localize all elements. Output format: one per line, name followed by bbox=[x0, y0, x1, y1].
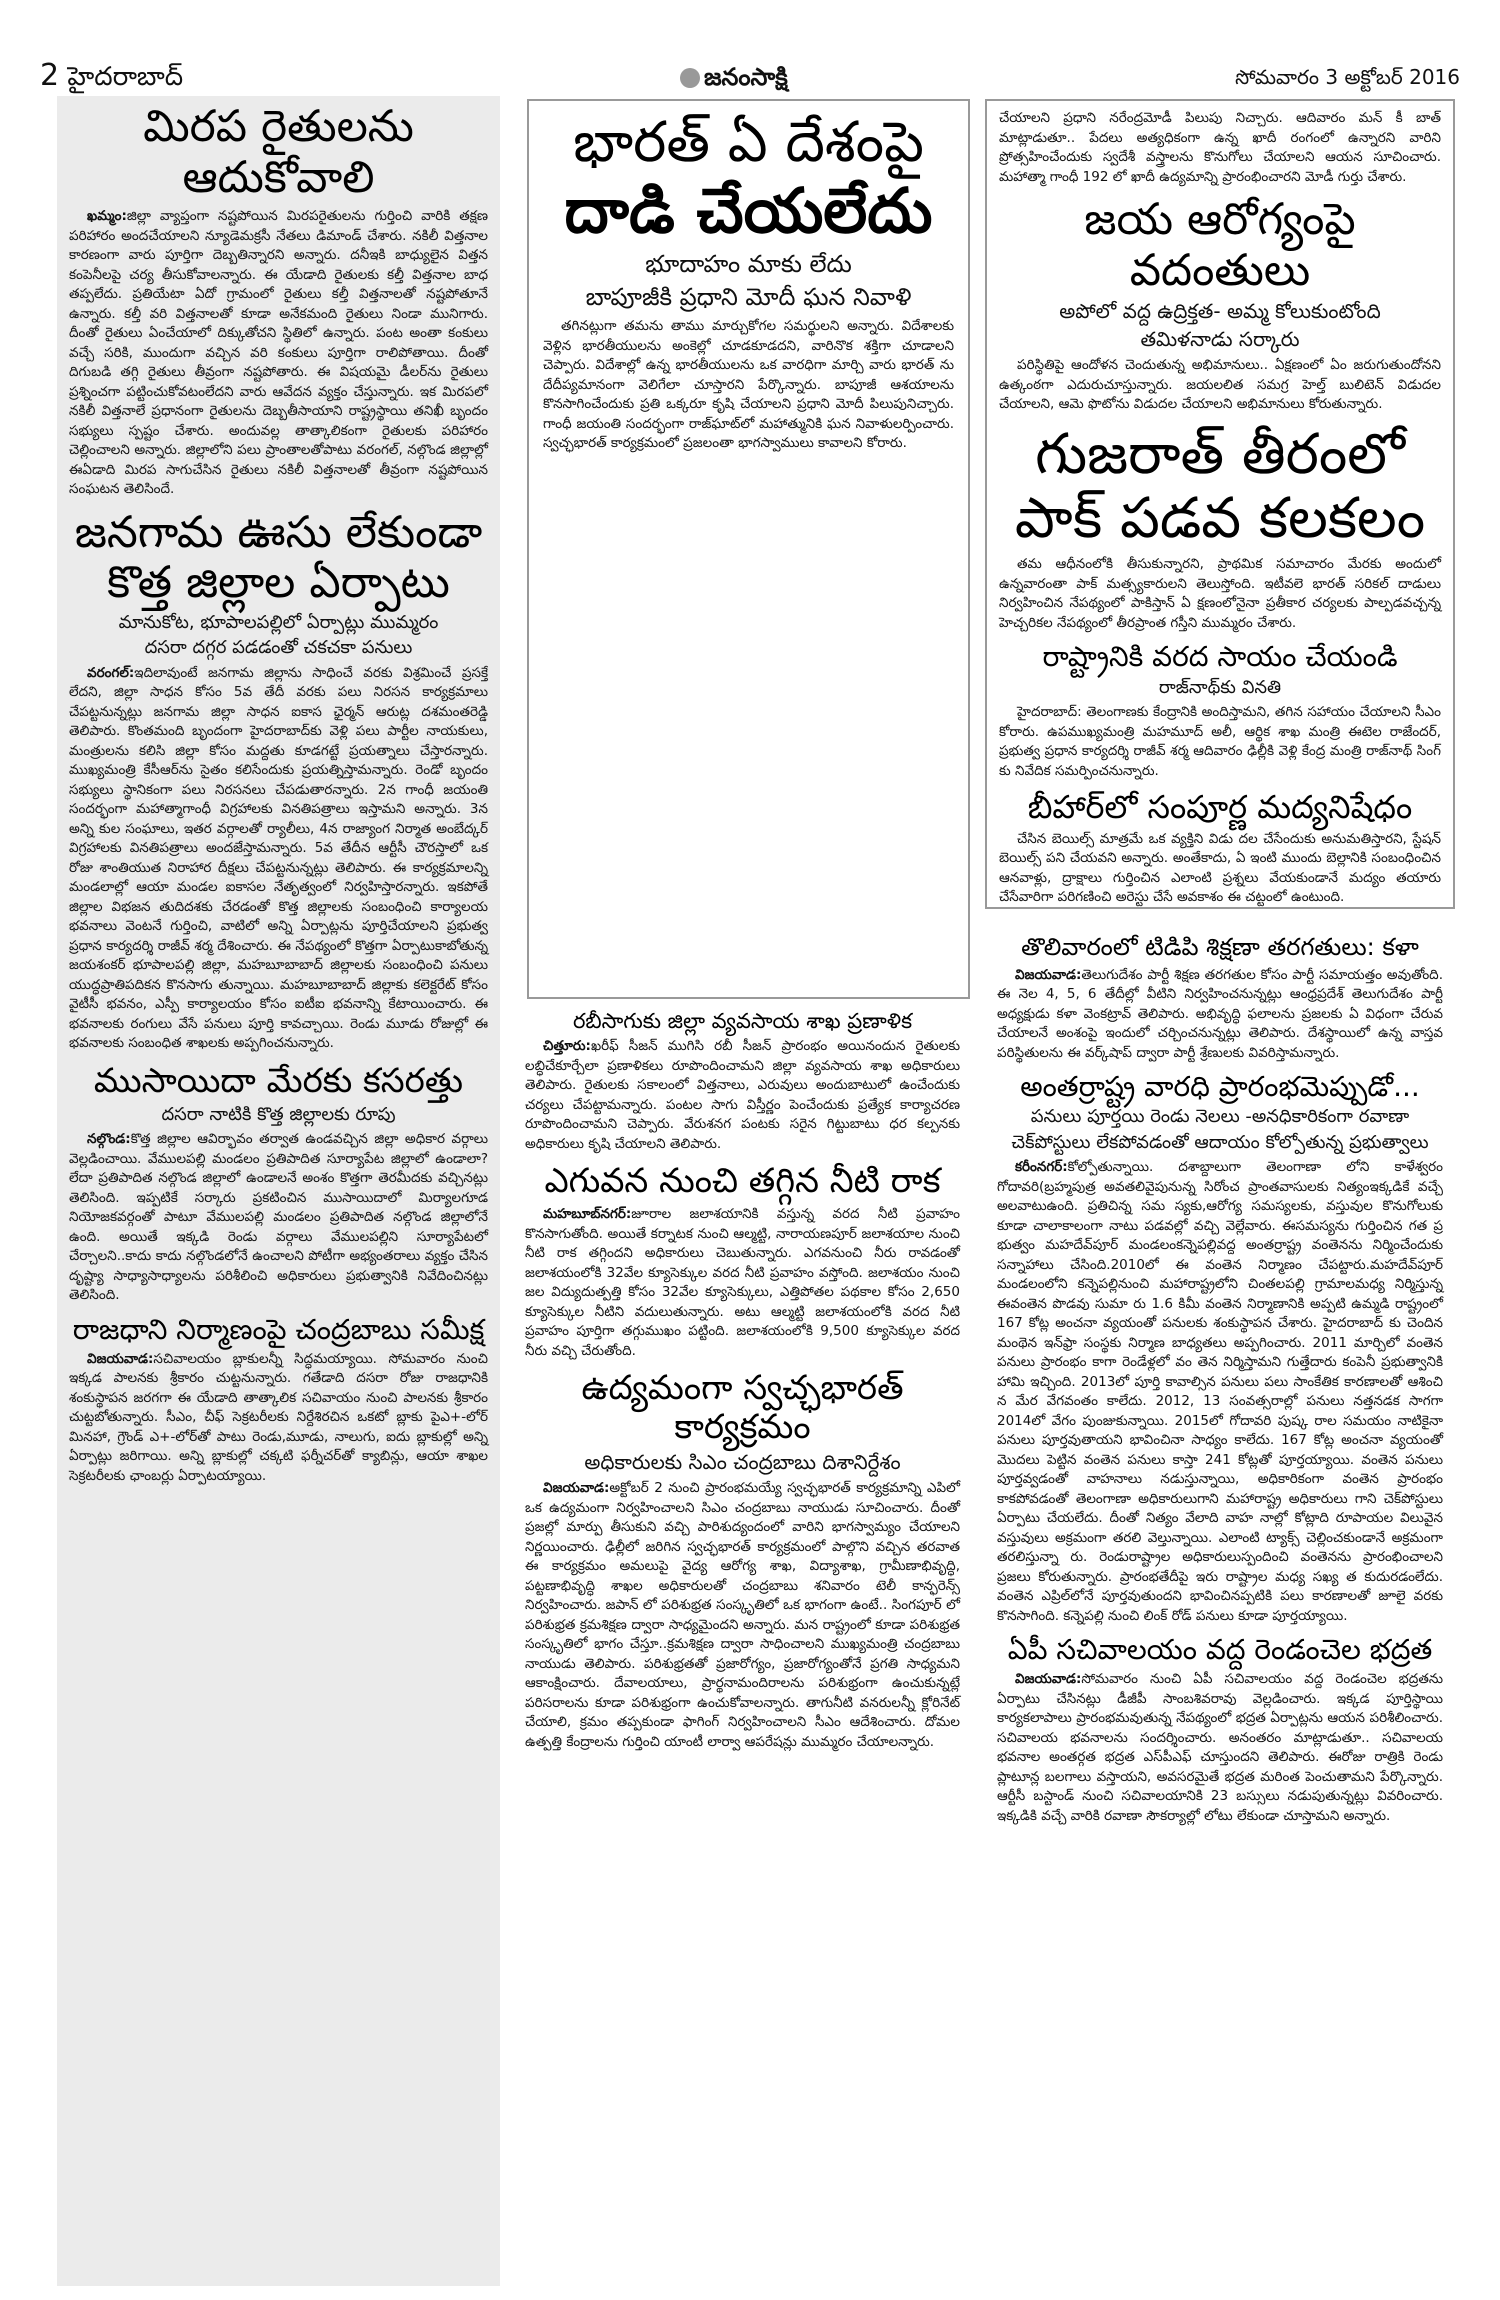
headline: ఉద్యమంగా స్వచ్ఛభారత్ కార్యక్రమం bbox=[581, 1368, 904, 1448]
dateline: ఖమ్మం: bbox=[87, 208, 127, 225]
dateline: విజయవాడ: bbox=[543, 1480, 610, 1497]
article-swachh-bharat bbox=[525, 1369, 960, 1752]
article-draft-districts bbox=[69, 1062, 488, 1306]
dateline: నల్గొండ: bbox=[87, 1131, 131, 1148]
paper-logo bbox=[680, 62, 788, 92]
headline: అంతర్రాష్ట్ర వారధి ప్రారంభమెప్పుడో... bbox=[1020, 1070, 1420, 1104]
article-chilli-farmers bbox=[69, 102, 488, 500]
article-body: తమ ఆధీనంలోకి తీసుకున్నారని, ప్రాథమిక సమాచారం మేరకు అందులో ఉన్నవారంతా పాక్ మత్స్యకారులని తెలుస్తోంది. ఇటీవలె భారత్ సరికల్ దాడులు నిర్వహించిన నేపథ్యంలో పాకిస్తాన్ ఏ క్షణంలోనైనా ప్రతీకార చర్యలకు పాల్పడవచ్చన్న హెచ్చరికల నేపథ్యంలో తీరప్రాంత గస్తీని ముమ్మరం చేశారు. bbox=[999, 556, 1441, 631]
subheadline: దసరా నాటికి కొత్త జిల్లాలకు రూపు bbox=[161, 1103, 396, 1125]
article-body: చిత్తూరు:ఖరీఫ్ సీజన్ ముగిసి రబీ సీజన్ ప్రారంభం అయినందున రైతులకు లబ్ధిచేకూర్చేలా ప్రణాళికలు రూపొందించామని జిల్లా వ్యవసాయ శాఖ అధికారులు తెలిపారు. రైతులకు సకాలంలో విత్తనాలు, ఎరువులు అందుబాటులో ఉంచేందుకు చర్యలు చేపట్టామన్నారు. పంటల సాగు విస్తీర్ణం పెంచేందుకు ప్రత్యేక కార్యాచరణ రూపొందించామని చెప్పారు. వేరుశనగ పంటకు సరైన గిట్టుబాటు ధర కల్పనకు అధికారులు కృషి చేయాలని తెలిపారు. bbox=[525, 1038, 960, 1152]
article-continuation: చేయాలని ప్రధాని నరేంద్రమోడీ పిలుపు నిచ్చారు. ఆదివారం మన్ కీ బాత్ మాట్లాడుతూ.. పేదలు అత్యధికంగా ఉన్న ఖాదీ రంగంలో ఉన్నారని వారిని ప్రోత్సహించేందుకు స్వదేశీ వస్త్రాలను కొనుగోలు చేయాలని ఆయన సూచించారు. మహాత్మా గాంధీ 192 లో ఖాదీ ఉద్యమాన్ని ప్రారంభించారని మోడీ గుర్తు చేశారు. bbox=[999, 110, 1441, 185]
article-body: హైదరాబాద్: తెలంగాణకు కేంద్రానికి అందిస్తామని, తగిన సహాయం చేయాలని సీఎం కోరారు. ఉపముఖ్యమంత్రి మహమూద్ అలీ, ఆర్థిక శాఖ మంత్రి ఈటెల రాజేందర్, ప్రభుత్వ ప్రధాన కార్యదర్శి రాజీవ్ శర్మ ఆదివారం ఢిల్లీకి వెళ్లి కేంద్ర మంత్రి రాజ్‌నాథ్ సింగ్ కు నివేదిక సమర్పించనున్నారు. bbox=[999, 704, 1441, 779]
headline: గుజరాత్ తీరంలో bbox=[1035, 421, 1405, 487]
article-body: ఖమ్మం:జిల్లా వ్యాప్తంగా నష్టపోయిన మిరపరైతులను గుర్తించి వారికి తక్షణ పరిహారం అందచేయాలని న్యూడెమక్రసీ నేతలు డిమాండ్ చేశారు. నకిలీ విత్తనాల కారణంగా వారు పూర్తిగా దెబ్బతిన్నారని అన్నారు. దనీఇకి బాధ్యులైన విత్తన కంపెనీలపై చర్య తీసుకోవాలన్నారు. ఈ యేడాది రైతులకు కల్తీ విత్తనాల బాధ తప్పలేదు. ప్రతియేటా ఏదో గ్రామంలో రైతులు కల్తీ విత్తనాలతో నష్టపోతూనే ఉన్నారు. కల్తీ వరి విత్తనాలతో కూడా అనేకమంది రైతులు నిండా మునిగారు. దీంతో రైతులు ఏంచేయాలో దిక్కుతోచని స్థితిలో ఉన్నారు. పంట అంతా కంకులు వచ్చే సరికి, ముందుగా వచ్చిన వరి కంకులు పూర్తిగా రాలిపోతాయి. దీంతో దిగుబడి తగ్గి రైతులు తీవ్రంగా నష్టపోతారు. ఈ విషయమై డీలర్‌ను రైతులు ప్రశ్నించగా పట్టించుకోవటంలేదని వారు ఆవేదన వ్యక్తం చేస్తున్నారు. ఇక మిరపలో నకిలీ విత్తనాలే ప్రధానంగా రైతులను దెబ్బతీసాయాని రాష్ట్రస్థాయి తనిఖీ బృందం సభ్యులు స్పష్టం చేశారు. అందువల్ల తాత్కాలికంగా రైతులకు పరిహారం చెల్లించాలని అన్నారు. జిల్లాలోని పలు ప్రాంతాలతోపాటు వరంగల్, నల్గొండ జిల్లాల్లో ఈఏడాది మిరప సాగుచేసిన రైతులు నకిలీ విత్తనాలతో తీవ్రంగా నష్టపోయిన సంఘటన తెలిసిందే. bbox=[69, 208, 488, 498]
subheadline: చెక్‌పోస్టులు లేకపోవడంతో ఆదాయం కోల్పోతున్న ప్రభుత్వాలు bbox=[1011, 1131, 1429, 1153]
paper-name: జనంసాక్షి bbox=[704, 63, 788, 91]
article-rabi-plan bbox=[525, 1009, 960, 1154]
lead-headline: దాడి చేయలేదు bbox=[564, 174, 933, 248]
subheadline: తమిళనాడు సర్కారు bbox=[1140, 327, 1300, 352]
right-upper-box bbox=[985, 99, 1455, 909]
dateline: విజయవాడ: bbox=[87, 1350, 154, 1367]
headline: ఏపీ సచివాలయం వద్ద రెండంచెల భద్రత bbox=[1007, 1633, 1433, 1667]
edition-name: హైదరాబాద్ bbox=[67, 62, 184, 92]
article-bihar-prohibition bbox=[999, 789, 1441, 908]
article-body: వరంగల్:ఇదిలావుంటే జనగామ జిల్లాను సాధించే వరకు విశ్రమించే ప్రసక్తే లేదని, జిల్లా సాధన కోసం 5వ తేదీ వరకు పలు నిరసన కార్యక్రమాలు చేపట్టనున్నట్లు జనగామ జిల్లా సాధన ఐకాస ఛైర్మన్ ఆరుట్ల దశమంతరెడ్డి తెలిపారు. కొంతమంది బృందంగా హైదరాబాద్‌కు వెళ్లి పలు పార్టీల నాయకులు, మంత్రులను కలిసి జిల్లా కోసం మద్దతు కూడగట్టే ప్రయత్నాలు చేస్తారన్నారు. ముఖ్యమంత్రి కేసీఆర్‌ను సైతం కలిసేందుకు ప్రయత్నిస్తామన్నారు. రెండో బృందం సభ్యులు స్థానికంగా పలు నిరసనలు చేపడుతారన్నారు. 2న గాంధీ జయంతి సందర్భంగా మహాత్మాగాంధీ విగ్రహాలకు వినతిపత్రాలు ఇస్తామని అన్నారు. 3న అన్ని కుల సంఘాలు, ఇతర వర్గాలతో ర్యాలీలు, 4న రాజ్యాంగ నిర్మాత అంబేద్కర్ విగ్రహాలకు వినతిపత్రాలు అందజేస్తామన్నారు. 5వ తేదీన ఆర్టీసీ చౌరస్తాలో ఒక రోజు శాంతియుత నిరాహార దీక్షలు చేపట్టనున్నట్లు తెలిపారు. ఈ కార్యక్రమాలన్ని మండలాల్లో ఆయా మండల ఐకాసల నేతృత్వంలో నిర్వహిస్తారన్నారు. ఇకపోతే జిల్లాల విభజన తుదిదశకు చేరడంతో కొత్త జిల్లాలకు సంబంధించి కార్యాలయ భవనాలు వెంటనే గుర్తించి, వాటిలో అన్ని ఏర్పాట్లను పూర్తిచేయాలని ప్రభుత్వ ప్రధాన కార్యదర్శి రాజీవ్ శర్మ దేశించారు. ఈ నేపథ్యంలో కొత్తగా ఏర్పాటుకాబోతున్న జయశంకర్ భూపాలపల్లి జిల్లా, మహబూబాబాద్ జిల్లాలకు సంబంధించి పనులు యుద్ధప్రాతిపదికన కొనసాగు తున్నాయి. మహబూబాబాద్ జిల్లాకు కలెక్టరేట్ కోసం వైటీసీ భవనం, ఎస్పీ కార్యాలయం కోసం ఐటీఐ భవనాన్ని కేటాయించారు. ఈ భవనాలకు రంగులు వేసే పనులు పూర్తి కావచ్చాయి. రెండు మూడు రోజుల్లో ఈ భవనాలకు సంబంధిత శాఖలకు అప్పగించనున్నారు. bbox=[69, 664, 488, 1052]
dateline: వరంగల్: bbox=[87, 664, 135, 681]
article-tdp-training bbox=[997, 934, 1443, 1063]
headline: పాక్ పడవ కలకలం bbox=[1014, 486, 1426, 552]
article-new-districts bbox=[69, 508, 488, 1054]
page-number-edition bbox=[40, 60, 183, 93]
dateline: మహబూబ్‌నగర్: bbox=[543, 1206, 632, 1223]
article-body: విజయవాడ:సచివాలయం బ్లాకులన్నీ సిద్ధమయ్యాయి. సోమవారం నుంచి ఇక్కడ పాలనకు శ్రీకారం చుట్టనున్నారు. గతేడాది దసరా రోజు రాజధానికి శంకుస్థాపన జరగగా ఈ యేడాది తాత్కాలిక సచివాయం నుంచి పాలనకు శ్రీకారం చుట్టబోతున్నారు. సీఎం, చీఫ్ సెక్రటరీలకు నిర్దేశిరచిన ఒకటో బ్లాకు పైఎ+-లోర్ మినహా, గ్రౌండ్ ఎ+-లోర్‌తో పాటు రెండు,మూడు, నాలుగు, ఐదు బ్లాకుల్లో అన్ని ఏర్పాట్లు జరిగాయి. అన్ని బ్లాకుల్లో చక్కటి ఫర్నీచర్‌తో క్యాబిన్లు, ఆయా శాఖల సెక్రటరీలకు ఛాంబర్లు ఏర్పాటయ్యాయి. bbox=[69, 1350, 488, 1484]
article-body: తగినట్లుగా తమను తాము మార్చుకోగల సమర్థులని అన్నారు. విదేశాలకు వెళ్లిన భారతీయులను అంకెల్లో చూడకూడదని, వారినొక శక్తిగా చూడాలని చెప్పారు. విదేశాల్లో ఉన్న భారతీయులను ఒక వారధిగా మార్చి వారు భారత్ ను దేదీప్యమానంగా వెలిగేలా చూస్తారని పేర్కొన్నారు. బాపూజీ ఆశయాలను కొనసాగించేందుకు ప్రతి ఒక్కరూ కృషి చేయాలని ప్రధాని మోదీ పిలుపునిచ్చారు. గాంధీ జయంతి సందర్భంగా రాజ్‌ఘాట్‌లో మహాత్మునికి ఘన నివాళులర్పించారు. స్వచ్ఛభారత్ కార్యక్రమంలో ప్రజలంతా భాగస్వాములు కావాలని కోరారు. bbox=[543, 318, 954, 452]
headline: జనగామ ఊసు లేకుండా bbox=[74, 506, 483, 558]
article-body: విజయవాడ:సోమవారం నుంచి ఏపీ సచివాలయం వద్ద రెండంచెల భద్రతను ఏర్పాటు చేసినట్లు డీజీపీ సాంబశివరావు వెల్లడించారు. ఇక్కడ పూర్తిస్థాయి కార్యకలాపాలు ప్రారంభమవుతున్న నేపథ్యంలో భద్రత ఏర్పాట్లను ఆయన పరిశీలించారు. సచివాలయ భవనాలను సందర్శించారు. అనంతరం మాట్లాడుతూ.. సచివాలయ భవనాల అంతర్గత భద్రత ఎస్‌పీఎఫ్ చూస్తుందని తెలిపారు. ఈరోజు రాత్రికి రెండు ప్లాటూన్ల బలగాలు వస్తాయని, అవసరమైతే భద్రత మరింత పెంచుతామని పేర్కొన్నారు. ఆర్టీసీ బస్టాండ్ నుంచి సచివాలయానికి 23 బస్సులు నడుపుతున్నట్లు వివరించారు. ఇక్కడికి వచ్చే వారికి రవాణా సౌకర్యాల్లో లోటు లేకుండా చూస్తామని అన్నారు. bbox=[997, 1671, 1443, 1824]
subheadline: భూదాహం మాకు లేదు bbox=[645, 249, 852, 278]
headline: జయ ఆరోగ్యంపై వదంతులు bbox=[1084, 194, 1356, 296]
article-water-inflow bbox=[525, 1162, 960, 1361]
subheadline: అధికారులకు సిఎం చంద్రబాబు దిశానిర్దేశం bbox=[584, 1450, 901, 1475]
subheadline: అపోలో వద్ద ఉద్రిక్తత- అమ్మ కోలుకుంటోంది bbox=[1059, 299, 1381, 324]
article-body: విజయవాడ:అక్టోబర్ 2 నుంచి ప్రారంభమయ్యే స్వచ్ఛభారత్ కార్యక్రమాన్ని ఎపిలో ఒక ఉద్యమంగా నిర్వహించాలని సిఎం చంద్రబాబు నాయుడు సూచించారు. దీంతో ప్రజల్లో మార్పు తీసుకుని వచ్చి పారిశుద్యందంలో వారిని భాగస్వామ్యం చేయాలని నిర్ణయించారు. ఢిల్లీలో జరిగిన స్వచ్ఛభారత్ కార్యక్రమంలో పాల్గొని వచ్చిన తరవాత ఈ కార్యక్రమం అమలుపై వైద్య ఆరోగ్య శాఖ, విద్యాశాఖ, గ్రామీణాభివృద్ధి, పట్టణాభివృద్ధి శాఖల అధికారులతో చంద్రబాబు శనివారం టెలీ కాన్ఫరెన్స్ నిర్వహించారు. జపాన్ లో పరిశుభ్రత సంస్కృతిలో ఒక భాగంగా ఉంటే.. సింగపూర్ లో పరిశుభ్రత క్రమశిక్షణ ద్వారా సాధ్యమైందని అన్నారు. మన రాష్ట్రంలో కూడా పరిశుభ్రత సంస్కృతిలో భాగం చేస్తూ..క్రమశిక్షణ ద్వారా సాధించాలని ముఖ్యమంత్రి చంద్రబాబు నాయుడు తెలిపారు. పరిశుభ్రతతో ప్రజారోగ్యం, ప్రజారోగ్యంతోనే ప్రగతి సాధ్యమని ఆకాంక్షించారు. దేవాలయాలు, ప్రార్థనామందిరాలను పరిశుభ్రంగా ఉంచుకున్నట్లే పరిసరాలను కూడా పరిశుభ్రంగా ఉంచుకోవాలన్నారు. తాగునీటి వనరులన్నీ క్లోరినేట్ చేయాలి, క్రమం తప్పకుండా ఫాగింగ్ నిర్వహించాలని సీఎం ఆదేశించారు. దోమల ఉత్పత్తి కేంద్రాలను గుర్తించి యాంటీ లార్వా ఆపరేషన్లు ముమ్మరం చేయాలన్నారు. bbox=[525, 1480, 960, 1750]
article-pak-boat bbox=[999, 423, 1441, 634]
headline: ముసాయిదా మేరకు కసరత్తు bbox=[93, 1060, 464, 1101]
article-body: విజయవాడ:తెలుగుదేశం పార్టీ శిక్షణ తరగతుల కోసం పార్టీ సమాయత్తం అవుతోంది. ఈ నెల 4, 5, 6 తేదీల్లో వీటిని నిర్వహించనున్నట్లు ఆంధ్రప్రదేశ్ తెలుగుదేశం పార్టీ అధ్యక్షుడు కళా వెంకట్రావ్ తెలిపారు. అభివృద్ధి ఫలాలను ప్రజలకు ఏ విధంగా చేరువ చేయాలనే అంశంపై ఇందులో చర్చించనున్నట్లు తెలిపారు. దేశస్థాయిలో ఉన్న వాస్తవ పరిస్థితులను ఈ వర్క్‌షాప్ ద్వారా పార్టీ శ్రేణులకు వివరిస్తామన్నారు. bbox=[997, 966, 1443, 1061]
dateline: చిత్తూరు: bbox=[543, 1038, 591, 1055]
page-number: 2 bbox=[40, 58, 60, 93]
dateline: విజయవాడ: bbox=[1015, 966, 1082, 983]
article-body: కరీంనగర్:కోల్పోతున్నాయి. దశాబ్దాలుగా తెలంగాణా లోని కాళేశ్వరం గోదావరి(బ్రహ్మపుత్ర అవతలివైపునున్న సిరోంచ ప్రాంతవాసులకు నిత్యంఇక్కడికే వచ్చే అలవాటుఉంది. ప్రతిచిన్న సమ స్యకు,ఆరోగ్య సమస్యలకు, వస్తువుల కొనుగోలుకు కూడా చాలాకాలంగా నాటు పడవల్లో వచ్చి వెల్లేవారు. ఈసమస్యను గుర్తించిన గత ప్ర భుత్వం మహదేవ్‌పూర్ మండలంకన్నెపల్లివద్ద అంతర్రాష్ట్ర వంతెనను నిర్మించేందుకు సన్నాహాలు చేసింది.2010లో ఈ వంతెన నిర్మాణం చేపట్టారు.మహదేవ్‌పూర్ మండలంలోని కన్నెపల్లినుంచి మహారాష్ట్రలోని చింతలపల్లి గ్రామాలమధ్య నిర్మిస్తున్న ఈవంతెన పొడవు సుమా రు 1.6 కిమీ వంతెన నిర్మాణానికి అప్పటి ఉమ్మడి రాష్ట్రంలో 167 కోట్ల అంచనా వ్యయంతో పనులకు శంకుస్థాపన చేశారు. హైదరాబాద్ కు చెందిన మంథెన ఇన్‌ఫ్రా సంస్థకు నిర్మాణ బాధ్యతలు అప్పగించారు. 2011 మార్చిలో వంతెన పనులు ప్రారంభం కాగా రెండేళ్లలో వం తెన నిర్మిస్తామని గుత్తేదారు కంపెనీ ప్రభుత్వానికి హామి ఇచ్చింది. 2013లో పూర్తి కావాల్సిన పనులు పలు సాంకేతిక కారణాలతో ఆశించి న మేర వేగవంతం కాలేదు. 2012, 13 సంవత్సరాల్లో పనులు నత్తనడక సాగగా 2014లో వేగం పుంజుకున్నాయి. 2015లో గోదావరి పుష్క రాల సమయం నాటికైనా పనులు పూర్తవుతాయని భావించినా సాధ్యం కాలేదు. 167 కోట్ల అంచనా వ్యయంతో మొదలు పెట్టిన వంతెన పనులు కాస్తా 241 కోట్లతో పూర్తయ్యాయి. వంతెన పనులు పూర్తవ్వడంతో వాహనాలు నడుస్తున్నాయి, అధికారికంగా వంతెన ప్రారంభం కాకపోవడంతో తెలంగాణా అధికారులుగాని మహారాష్ట్ర అధికారులు గాని చెక్‌పోస్టులు ఏర్పాటు చేయలేదు. దీంతో నిత్యం వేలాది వాహ నాల్లో కోట్లాది రూపాయల విలువైన వస్తువులు అక్రమంగా తరలి వెల్తున్నాయి. ఎలాంటి ట్యాక్స్ చెల్లించకుండానే అక్రమంగా తరలిస్తున్నా రు. రెండురాష్ట్రాల అధికారులుస్పందించి వంతెనను ప్రారంభించాలని ప్రజలు కోరుతున్నారు. ప్రారంభతేదీపై ఇరు రాష్ట్రాల మధ్య సఖ్య త కుదురడంలేదు. వంతెన ఎప్రిల్‌లోనే పూర్తవుతుందని భావించినప్పటికి పలు కారణాలతో జూలై వరకు కొనసాగింది. కన్నెపల్లి నుంచి లింక్ రోడ్ పనులు కూడా పూర్తయ్యాయి. bbox=[997, 1159, 1443, 1624]
masthead bbox=[40, 60, 1460, 92]
subheadline: దసరా దగ్గర పడడంతో చకచకా పనులు bbox=[144, 637, 413, 659]
article-jaya-health bbox=[999, 195, 1441, 415]
article-body: మహబూబ్‌నగర్:జూరాల జలాశయానికి వస్తున్న వరద నీటి ప్రవాహం కొనసాగుతోంది. అయితే కర్నాటక నుంచి ఆల్మట్టి, నారాయణపూర్ జలాశయాల నుంచి నీటి రాక తగ్గిందని అధికారులు చెబుతున్నారు. ఎగవనుంచి నీరు రావడంతో జలాశయంలోకి 32వేల క్యూసెక్కుల వరద నీటి ప్రవాహం వస్తోంది. జలాశయం నుంచి జల విద్యుదుత్పత్తి కోసం 32వేల క్యూసెక్కులు, ఎత్తిపోతల పథకాల కోసం 2,650 క్యూసెక్కుల నీటిని వదులుతున్నారు. అటు ఆల్మట్టి జలాశయంలోకి వరద నీటి ప్రవాహం పూర్తిగా తగ్గుముఖం పట్టింది. జలాశయంలోకి 9,500 క్యూసెక్కుల వరద నీరు వచ్చి చేరుతోంది. bbox=[525, 1206, 960, 1359]
center-lower-column bbox=[515, 1005, 970, 2285]
headline: కొత్త జిల్లాల ఏర్పాటు bbox=[107, 557, 450, 609]
lead-story-box bbox=[527, 99, 970, 999]
headline: రబీసాగుకు జిల్లా వ్యవసాయ శాఖ ప్రణాళిక bbox=[572, 1009, 913, 1033]
headline: బీహార్‌లో సంపూర్ణ మద్యనిషేధం bbox=[1027, 788, 1413, 827]
left-column bbox=[57, 96, 500, 2286]
headline: తొలివారంలో టిడిపి శిక్షణా తరగతులు: కళా bbox=[1021, 933, 1419, 961]
headline: ఎగువన నుంచి తగ్గిన నీటి రాక bbox=[544, 1161, 941, 1202]
issue-date: సోమవారం 3 అక్టోబర్ 2016 bbox=[1235, 65, 1460, 89]
article-interstate-bridge bbox=[997, 1071, 1443, 1626]
subheadline: పనులు పూర్తయి రెండు నెలలు -అనధికారికంగా రవాణా bbox=[1030, 1106, 1410, 1128]
article-flood-aid bbox=[999, 641, 1441, 781]
headline: రాష్ట్రానికి వరద సాయం చేయండి bbox=[1042, 640, 1398, 674]
article-body: చేసిన బెయిల్స్ మాత్రమే ఒక వ్యక్తిని విడు దల చేసేందుకు అనుమతిస్తారని, స్టేషన్ బెయిల్స్ పని చేయవని అన్నారు. అంతేకాదు, ఏ ఇంటి ముందు బెల్లానికి సంబంధించిన ఆనవాళ్లు, ద్రాక్షాలు గుర్తించిన ఎలాంటి ప్రశ్నలు వేయకుండానే మద్యం తయారు చేసేవారిగా పరిగణించి అరెస్టు చేసే అవకాశం ఈ చట్టంలో ఉంటుంది. bbox=[999, 830, 1441, 906]
headline: రాజధాని నిర్మాణంపై చంద్రబాబు సమీక్ష bbox=[72, 1312, 485, 1346]
subheadline: మానుకోట, భూపాలపల్లిలో ఏర్పాట్లు ముమ్మరం bbox=[118, 611, 439, 633]
article-capital-review bbox=[69, 1314, 488, 1487]
article-body: నల్గొండ:కొత్త జిల్లాల ఆవిర్భావం తర్వాత ఉండవచ్చిన జిల్లా అధికార వర్గాలు వెల్లడించాయి. వేములపల్లి మండలం ప్రతిపాదిత సూర్యాపేట జిల్లాలో ఉండాలా? లేదా ప్రతిపాదిత నల్గొండ జిల్లాలో ఉండాలనే అంశం కొత్తగా తెరమీదకు వచ్చినట్లు తెలిసింది. ఇప్పటికే సర్కారు ప్రకటించిన ముసాయిదాలో మిర్యాలగూడ నియోజకవర్గంతో పాటూ వేములపల్లి మండలం ప్రతిపాదిత నల్గొండ జిల్లాలోనే ఉంది. అయితే ఇక్కడి రెండు వర్గాలు వేములపల్లిని సూర్యాపేటలో చేర్చాలని..కాదు కాదు నల్గొండలోనే ఉంచాలని పోటీగా అభ్యంతరాలు వ్యక్తం చేసిన దృష్ట్యా సాధ్యాసాధ్యాలను పరిశీలించి అధికారులు ప్రభుత్వానికి నివేదించినట్లు తెలిసింది. bbox=[69, 1131, 488, 1304]
lead-headline: భారత్ ఏ దేశంపై bbox=[573, 110, 924, 175]
subheadline: బాపూజీకి ప్రధాని మోదీ ఘన నివాళి bbox=[585, 282, 912, 311]
article-body: పరిస్థితిపై ఆందోళన చెందుతున్న అభిమానులు.. ఏక్షణంలో ఏం జరుగుతుందోనని ఉత్కంఠగా ఎదురుచూస్తున్నారు. జయలలిత సమగ్ర హెల్త్ బులిటెన్ విడుదల చేయాలని, ఆమె ఫొటోను విడుదల చేయాలని అభిమానులు కోరుతున్నారు. bbox=[999, 357, 1441, 413]
headline: మిరప రైతులను ఆదుకోవాలి bbox=[143, 101, 414, 203]
logo-emblem-icon bbox=[680, 68, 700, 88]
dateline: విజయవాడ: bbox=[1015, 1671, 1082, 1688]
subheadline: రాజ్‌నాథ్‌కు వినతి bbox=[1158, 676, 1282, 698]
right-lower-column bbox=[985, 930, 1455, 2285]
article-secretariat-security bbox=[997, 1634, 1443, 1826]
dateline: కరీంనగర్: bbox=[1015, 1159, 1068, 1176]
